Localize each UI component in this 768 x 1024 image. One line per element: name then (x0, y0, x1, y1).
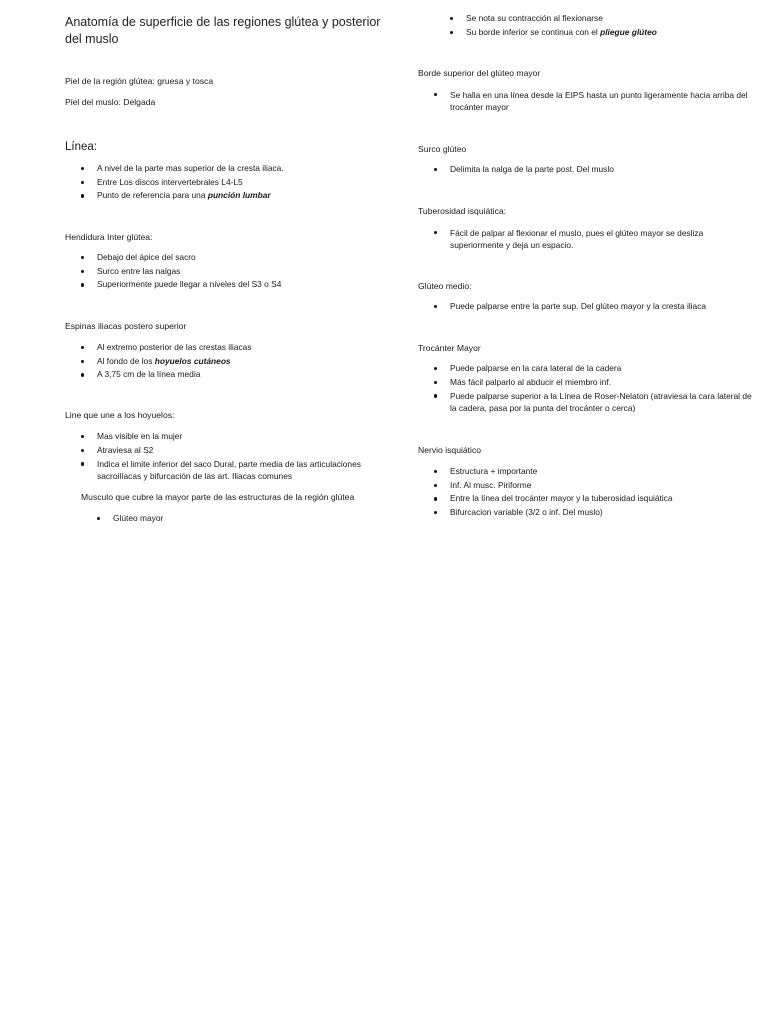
bullet-icon (434, 231, 437, 234)
bullet-icon (81, 270, 84, 273)
list-item: Entre la línea del trocánter mayor y la tuberosidad isquiática (418, 492, 758, 506)
bullet-icon (450, 31, 453, 34)
musculo-list (81, 512, 395, 526)
bullet-icon (81, 449, 84, 452)
list-item: Debajo del ápice del sacro (65, 251, 395, 265)
bullet-icon (81, 435, 84, 438)
hendidura-list (65, 251, 395, 292)
bullet-icon (434, 381, 437, 384)
list-item: Inf. Al musc. Piriforme (418, 479, 758, 493)
bold-term: punción lumbar (207, 190, 271, 201)
page-title: Anatomía de superficie de las regiones glútea y posterior del muslo (65, 15, 381, 46)
bullet-icon (434, 168, 437, 171)
nervio-list (418, 465, 758, 519)
bullet-icon (81, 283, 84, 286)
bullet-icon (434, 511, 437, 514)
line-heading: Line que une a los hoyuelos: (65, 410, 175, 420)
list-item: Puede palparse superior a la Línea de Roser-Nelaton (atraviesa la cara lateral de la cadera, pasa por la punta del trocánter o cerca) (418, 389, 758, 415)
list-item: Entre Los discos intervertebrales L4-L5 (65, 176, 395, 190)
list-item: Fácil de palpar al flexionar el muslo, pues el glúteo mayor se desliza superiormente y deja un espacio. (418, 226, 758, 252)
bold-term: pliegue glúteo (600, 26, 657, 37)
list-item: Atraviesa al S2 (65, 444, 395, 458)
bullet-icon (434, 394, 437, 397)
list-item: Mas visible en la mujer (65, 430, 395, 444)
bullet-icon (81, 360, 84, 363)
tuberosidad-heading: Tuberosidad isquiática: (418, 206, 507, 216)
bullet-icon (450, 17, 453, 20)
list-item: Surco entre las nalgas (65, 265, 395, 279)
list-item: Se nota su contracción al flexionarse (434, 12, 758, 26)
espinas-list (65, 341, 395, 382)
trocanter-list (418, 362, 758, 415)
bullet-icon (81, 373, 84, 376)
list-item: Más fácil palparlo al abducir el miembro inf. (418, 376, 758, 390)
gluteo-mayor-list (434, 12, 758, 39)
list-item: Superiormente puede llegar a niveles del S3 o S4 (65, 278, 395, 292)
list-item: Puede palparse entre la parte sup. Del glúteo mayor y la cresta iliaca (418, 300, 758, 314)
trocanter-heading: Trocánter Mayor (418, 343, 481, 353)
medio-list (418, 300, 758, 314)
list-item: Bifurcacion variable (3/2 o inf. Del muslo) (418, 506, 758, 520)
bullet-icon (97, 517, 100, 520)
borde-list (418, 88, 758, 114)
bullet-icon (434, 305, 437, 308)
list-item: Estructura + importante (418, 465, 758, 479)
list-item: Delimita la nalga de la parte post. Del muslo (418, 163, 758, 177)
bullet-icon (434, 497, 437, 500)
linea-list (65, 162, 395, 203)
medio-heading: Glúteo medio: (418, 281, 472, 291)
bold-term: hoyuelos cutáneos (154, 355, 231, 366)
piel-muslo-text: Piel del muslo: Delgada (65, 97, 156, 107)
espinas-heading: Espinas iliacas postero superior (65, 321, 187, 331)
list-item: Al extremo posterior de las crestas iliacas (65, 341, 395, 355)
surco-list (418, 163, 758, 177)
surco-heading: Surco glúteo (418, 144, 467, 154)
musculo-text: Musculo que cubre la mayor parte de las estructuras de la región glútea (81, 492, 355, 502)
list-item: A 3,75 cm de la línea media (65, 368, 395, 382)
list-item: Glúteo mayor (81, 512, 395, 526)
list-item: Se halla en una línea desde la EIPS hasta un punto ligeramente hacia arriba del trocánter mayor (418, 88, 758, 114)
hendidura-heading: Hendidura Inter glútea: (65, 232, 153, 242)
bullet-icon (81, 346, 84, 349)
piel-glutea-text: Piel de la región glútea: gruesa y tosca (65, 76, 214, 86)
bullet-icon (81, 194, 84, 197)
list-item: A nivel de la parte mas superior de la cresta iliaca. (65, 162, 395, 176)
bullet-icon (434, 367, 437, 370)
line-list (65, 430, 395, 483)
bullet-icon (81, 167, 84, 170)
borde-heading: Borde superior del glúteo mayor (418, 68, 541, 78)
nervio-heading: Nervio isquiático (418, 445, 482, 455)
bullet-icon (434, 93, 437, 96)
list-item: Al fondo de los hoyuelos cutáneos (65, 355, 395, 369)
list-item: Indica el limite inferior del saco Dural, parte media de las articulaciones sacroilíacas y bifurcación de las art. Iliacas comunes (65, 457, 395, 483)
bullet-icon (434, 470, 437, 473)
bullet-icon (434, 484, 437, 487)
bullet-icon (81, 181, 84, 184)
list-item: Su borde inferior se continua con el pliegue glúteo (434, 26, 758, 40)
bullet-icon (81, 256, 84, 259)
list-item: Punto de referencia para una punción lumbar (65, 189, 395, 203)
bullet-icon (81, 462, 84, 465)
linea-heading: Línea: (65, 141, 97, 153)
tuberosidad-list (418, 226, 758, 252)
list-item: Puede palparse en la cara lateral de la cadera (418, 362, 758, 376)
